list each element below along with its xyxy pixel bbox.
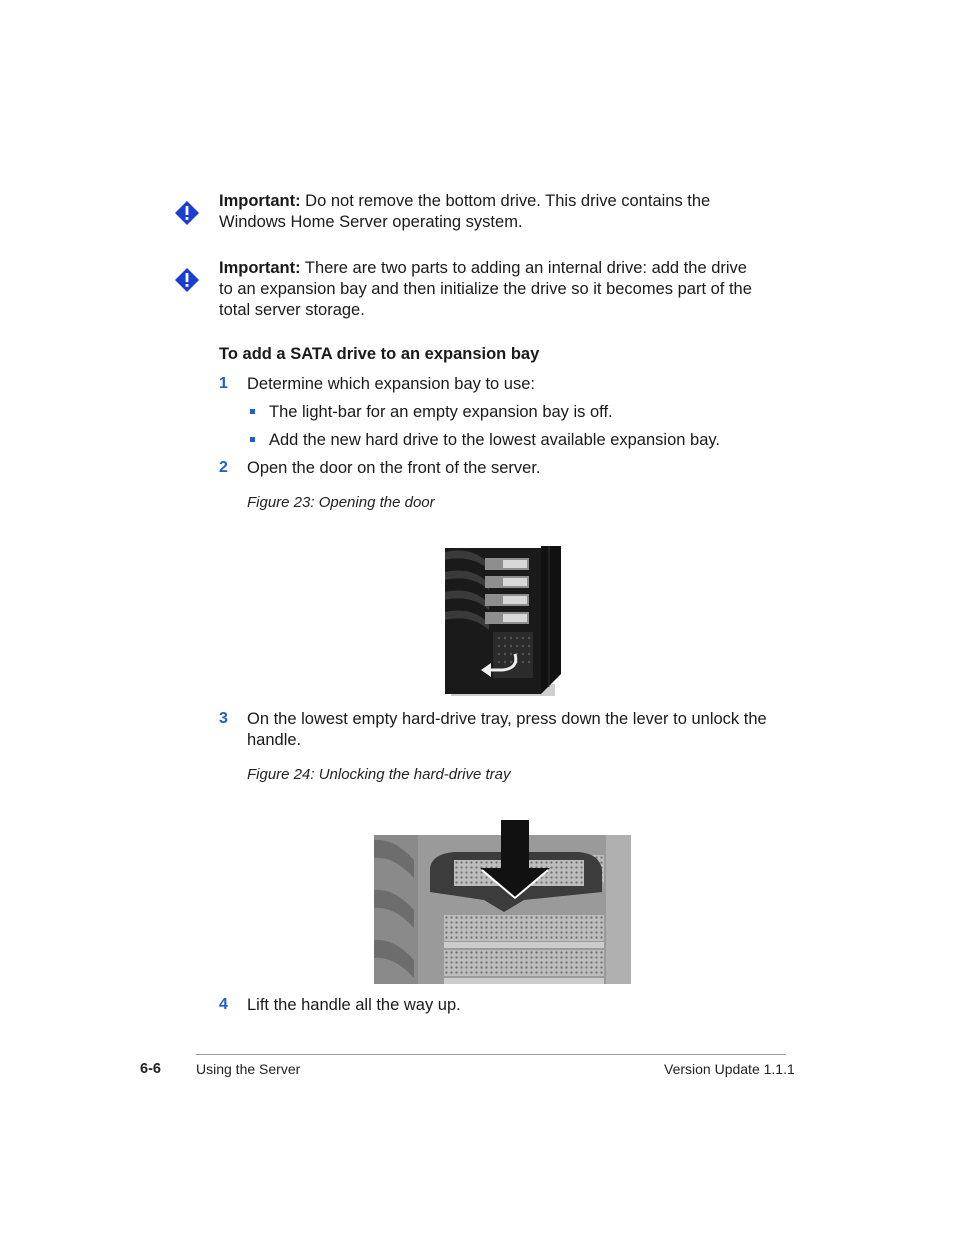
step-number: 4	[219, 996, 228, 1013]
unlock-tray-image	[374, 820, 631, 984]
note-label: Important:	[219, 259, 301, 277]
step-text-line: handle.	[247, 731, 302, 749]
note-text: There are two parts to adding an internal drive: add the drive	[304, 259, 747, 277]
important-icon	[174, 267, 200, 293]
footer-version: Version Update 1.1.1	[664, 1061, 795, 1077]
step-text	[247, 709, 787, 751]
step-text: Open the door on the front of the server.	[247, 459, 541, 477]
footer-rule	[196, 1054, 786, 1055]
important-note-1	[219, 191, 799, 233]
bullet-text: Add the new hard drive to the lowest available expansion bay.	[269, 431, 720, 449]
procedure-heading: To add a SATA drive to an expansion bay	[219, 345, 540, 363]
step-number: 3	[219, 710, 228, 727]
step-text: Determine which expansion bay to use:	[247, 375, 535, 393]
note-text: total server storage.	[219, 301, 365, 319]
footer-section: Using the Server	[196, 1061, 301, 1077]
bullet-marker	[250, 437, 255, 442]
step-text: Lift the handle all the way up.	[247, 996, 461, 1014]
server-door-image	[443, 544, 563, 699]
step-number: 2	[219, 459, 228, 476]
bullet-marker	[250, 409, 255, 414]
page-number: 6-6	[140, 1061, 161, 1077]
note-text: Do not remove the bottom drive. This drive contains the	[305, 192, 711, 210]
note-text: to an expansion bay and then initialize the drive so it becomes part of the	[219, 280, 752, 298]
figure-caption: Figure 23: Opening the door	[247, 494, 435, 511]
bullet-text: The light-bar for an empty expansion bay is off.	[269, 403, 613, 421]
step-number: 1	[219, 375, 228, 392]
important-note-2	[219, 258, 799, 321]
note-text: Windows Home Server operating system.	[219, 213, 523, 231]
important-icon	[174, 200, 200, 226]
note-label: Important:	[219, 192, 301, 210]
figure-caption: Figure 24: Unlocking the hard-drive tray	[247, 766, 511, 783]
step-text-line: On the lowest empty hard-drive tray, press down the lever to unlock the	[247, 710, 767, 728]
